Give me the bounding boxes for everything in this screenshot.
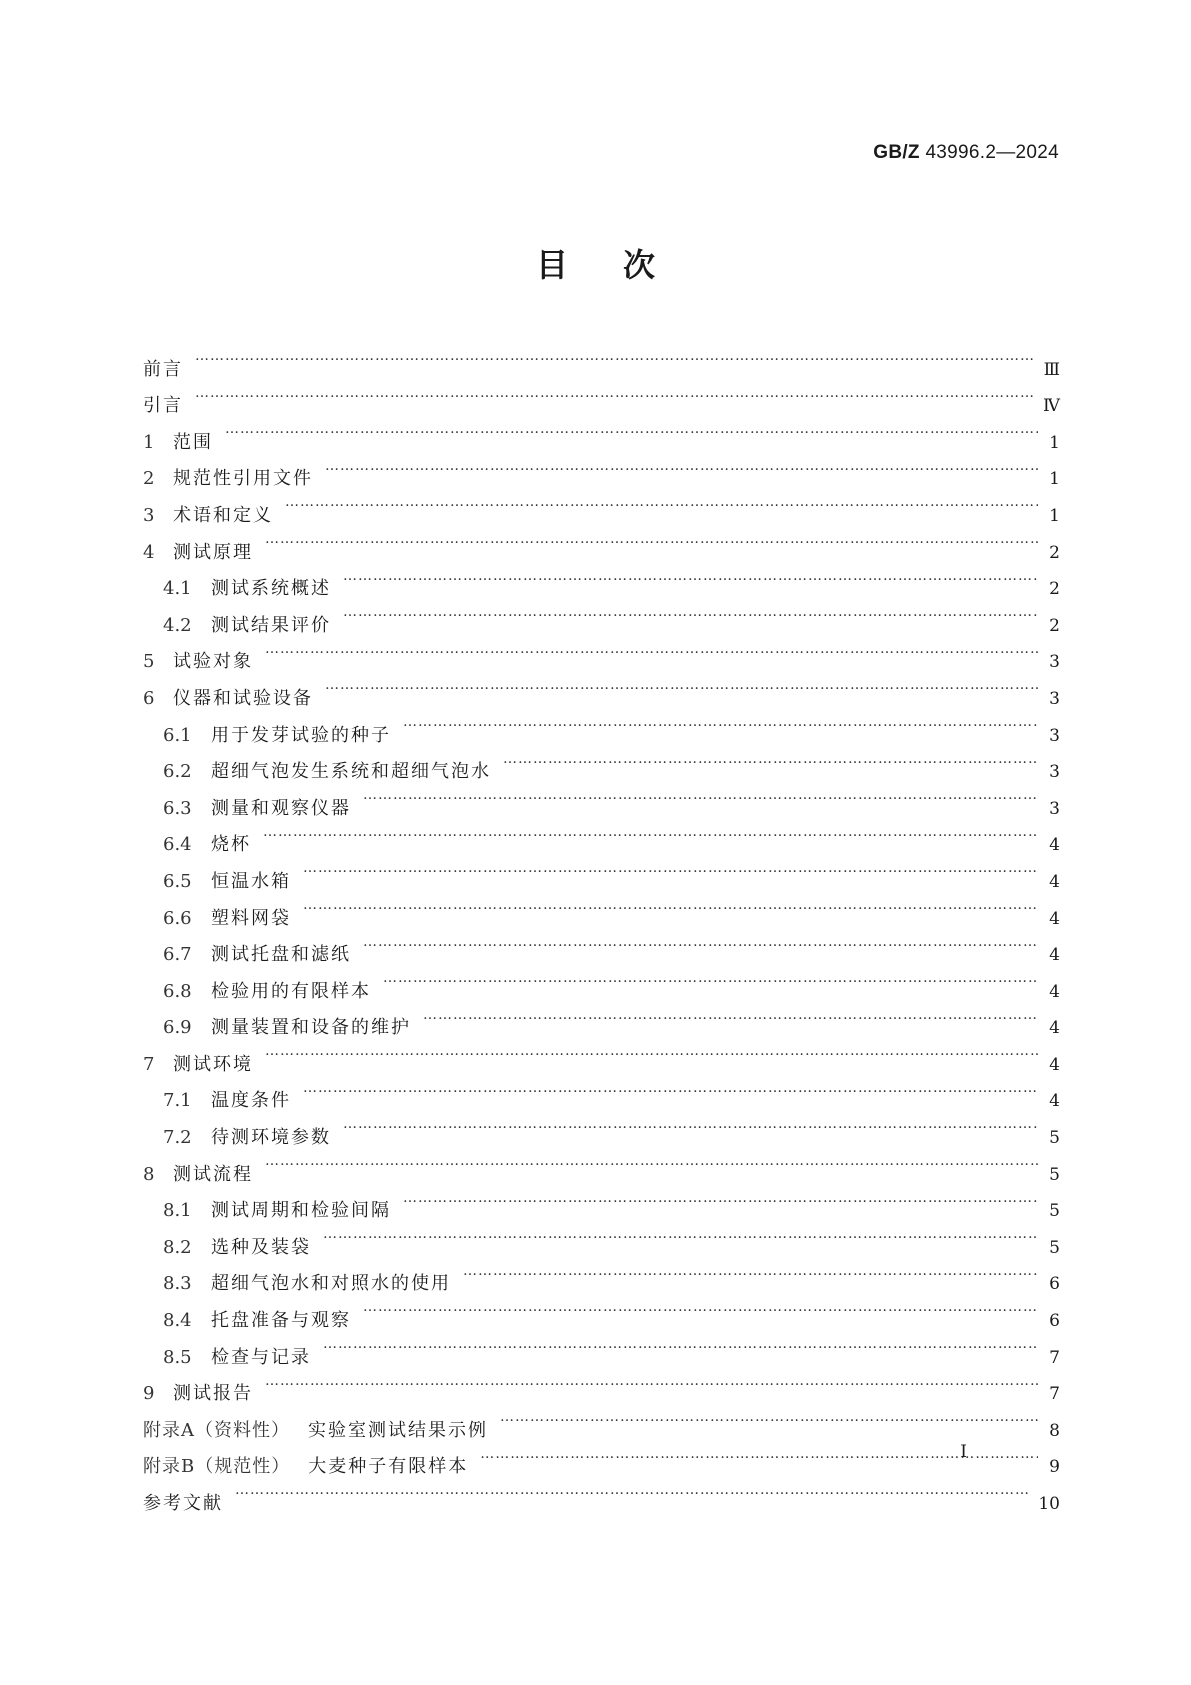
toc-entry-number: 8.3 [163,1273,192,1295]
toc-entry[interactable] [143,1399,1060,1441]
toc-entry-title: 测试原理 [173,541,253,563]
toc-leader-dots [265,1033,1038,1070]
toc-entry-number: 1 [143,431,155,453]
toc-entry-number: 6.5 [163,870,192,892]
toc-leader-dots [363,1289,1038,1326]
toc-entry-title: 选种及装袋 [211,1236,311,1258]
toc-entry[interactable] [143,338,1060,380]
toc-leader-dots [323,1216,1038,1253]
toc-leader-dots [225,411,1038,448]
toc-entry-page: 2 [1049,615,1060,636]
toc-entry-number: 6.6 [163,907,192,929]
toc-leader-dots [343,558,1038,595]
page-number: I [960,1442,967,1462]
toc-entry-number: 8.1 [163,1200,192,1222]
toc-entry[interactable] [143,631,1060,673]
toc-leader-dots [265,631,1038,668]
toc-entry-page: 5 [1049,1201,1060,1222]
toc-entry-number: 6.1 [163,724,192,746]
toc-entry-number: 7 [143,1053,155,1075]
toc-entry-title: 塑料网袋 [211,907,291,929]
toc-entry[interactable] [143,814,1060,856]
toc-entry-title: 测试结果评价 [211,614,331,636]
toc-entry-number: 6.7 [163,944,192,966]
toc-entry-title: 温度条件 [211,1090,291,1112]
toc-entry[interactable] [143,521,1060,563]
toc-entry[interactable] [143,1070,1060,1112]
toc-leader-dots [303,1070,1038,1107]
toc-entry-title: 测试托盘和滤纸 [211,944,351,966]
toc-entry-title: 测试报告 [173,1383,253,1405]
toc-entry[interactable] [143,411,1060,453]
toc-entry-number: 6.4 [163,834,192,856]
document-code-number: 43996.2—2024 [925,142,1059,163]
toc-entry[interactable] [143,850,1060,892]
toc-entry-page: 3 [1049,798,1060,819]
toc-entry[interactable] [143,1472,1060,1514]
toc-entry-page: 10 [1038,1494,1060,1514]
toc-entry-page: Ⅲ [1043,359,1060,380]
document-code-prefix: GB/Z [873,142,920,163]
toc-entry-title: 参考文献 [143,1493,223,1514]
toc-entry-page: 3 [1049,762,1060,783]
toc-leader-dots [195,375,1035,412]
toc-entry-title: 检验用的有限样本 [211,980,371,1002]
toc-entry-title: 引言 [143,395,183,417]
toc-entry-title: 测试环境 [173,1053,253,1075]
toc-entry-title: 测试周期和检验间隔 [211,1200,391,1222]
toc-entry-number: 8.4 [163,1310,192,1332]
toc-leader-dots [363,924,1038,961]
toc-entry-page: 4 [1049,1054,1060,1075]
toc-entry-number: 3 [143,504,155,526]
toc-entry-page: Ⅳ [1043,396,1060,417]
toc-entry-page: 2 [1049,579,1060,600]
toc-entry-title: 试验对象 [173,651,253,673]
toc-entry-title: 超细气泡水和对照水的使用 [211,1273,451,1295]
toc-entry-title: 规范性引用文件 [173,468,313,490]
toc-entry-title: 托盘准备与观察 [211,1310,351,1332]
toc-entry-title: 实验室测试结果示例 [308,1419,488,1441]
toc-entry-number: 2 [143,468,155,490]
toc-entry[interactable] [143,558,1060,600]
toc-leader-dots [285,484,1038,521]
toc-entry-title: 超细气泡发生系统和超细气泡水 [211,761,491,783]
toc-entry-title: 前言 [143,358,183,380]
toc-entry-number: 8.5 [163,1346,192,1368]
toc-entry-title: 测量和观察仪器 [211,797,351,819]
toc-entry-number: 4 [143,541,155,563]
toc-leader-dots [303,850,1038,887]
toc-leader-dots [235,1472,1030,1509]
toc-entry-page: 1 [1049,469,1060,490]
toc-entry-page: 6 [1049,1311,1060,1332]
toc-entry-page: 5 [1049,1128,1060,1149]
toc-entry-number: 8.2 [163,1236,192,1258]
toc-entry-page: 9 [1049,1457,1060,1478]
toc-entry-number: 8 [143,1163,155,1185]
toc-leader-dots [383,960,1038,997]
toc-entry-number: 6.9 [163,1017,192,1039]
toc-entry-page: 7 [1049,1384,1060,1405]
toc-entry-number: 6.3 [163,797,192,819]
toc-entry[interactable] [143,375,1060,417]
toc-leader-dots [265,1143,1038,1180]
toc-entry[interactable] [143,667,1060,709]
toc-leader-dots [195,338,1036,375]
toc-leader-dots [323,1326,1038,1363]
table-of-contents [143,338,1060,1514]
toc-entry-page: 4 [1049,945,1060,966]
toc-entry-title: 大麦种子有限样本 [308,1456,469,1478]
document-code [873,142,1059,164]
toc-entry-page: 1 [1049,505,1060,526]
toc-entry-page: 4 [1049,908,1060,929]
toc-leader-dots [480,1436,1038,1473]
toc-entry-number: 4.2 [163,614,192,636]
toc-leader-dots [343,1106,1038,1143]
toc-entry-page: 6 [1049,1274,1060,1295]
toc-entry-title: 术语和定义 [173,504,273,526]
toc-leader-dots [265,521,1038,558]
toc-leader-dots [265,1363,1038,1400]
toc-leader-dots [500,1399,1038,1436]
toc-entry-page: 3 [1049,652,1060,673]
toc-entry-title: 测试系统概述 [211,578,331,600]
toc-entry-number: 6.8 [163,980,192,1002]
toc-entry-title: 测试流程 [173,1163,253,1185]
toc-entry-page: 4 [1049,835,1060,856]
toc-entry-title: 恒温水箱 [211,870,291,892]
toc-leader-dots [343,594,1038,631]
toc-entry-title: 待测环境参数 [211,1127,331,1149]
toc-entry[interactable] [143,1363,1060,1405]
toc-entry-page: 4 [1049,981,1060,1002]
toc-entry[interactable] [143,1033,1060,1075]
page-title: 目次 [535,246,710,284]
toc-entry-page: 3 [1049,725,1060,746]
toc-leader-dots [325,667,1038,704]
toc-entry-number: 7.1 [163,1090,192,1112]
toc-entry-number: 9 [143,1383,155,1405]
toc-leader-dots [403,1180,1038,1217]
toc-entry[interactable] [143,1143,1060,1185]
toc-entry-page: 1 [1049,432,1060,453]
toc-leader-dots [303,887,1038,924]
toc-entry[interactable] [143,1180,1060,1222]
toc-entry-number: 附录B（规范性） [143,1456,291,1478]
toc-entry-title: 测量装置和设备的维护 [211,1017,411,1039]
toc-leader-dots [503,741,1038,778]
toc-entry-title: 范围 [173,431,213,453]
toc-entry-number: 7.2 [163,1127,192,1149]
toc-leader-dots [423,997,1038,1034]
toc-entry-title: 检查与记录 [211,1346,311,1368]
toc-leader-dots [403,704,1038,741]
toc-entry-number: 6.2 [163,761,192,783]
toc-entry-page: 5 [1049,1164,1060,1185]
toc-entry-page: 5 [1049,1237,1060,1258]
toc-entry-page: 7 [1049,1347,1060,1368]
toc-entry-page: 2 [1049,542,1060,563]
toc-entry-number: 附录A（资料性） [143,1419,290,1441]
toc-entry-page: 4 [1049,1091,1060,1112]
toc-entry-page: 8 [1049,1420,1060,1441]
toc-leader-dots [325,448,1038,485]
toc-entry[interactable] [143,448,1060,490]
toc-entry-page: 3 [1049,688,1060,709]
toc-leader-dots [363,777,1038,814]
toc-entry-number: 4.1 [163,578,192,600]
toc-entry-number: 5 [143,651,155,673]
toc-leader-dots [263,814,1038,851]
toc-entry-page: 4 [1049,1018,1060,1039]
toc-entry-title: 用于发芽试验的种子 [211,724,391,746]
toc-entry-title: 仪器和试验设备 [173,687,313,709]
toc-entry-title: 烧杯 [211,834,251,856]
toc-entry-page: 4 [1049,871,1060,892]
toc-entry-number: 6 [143,687,155,709]
toc-leader-dots [463,1253,1038,1290]
